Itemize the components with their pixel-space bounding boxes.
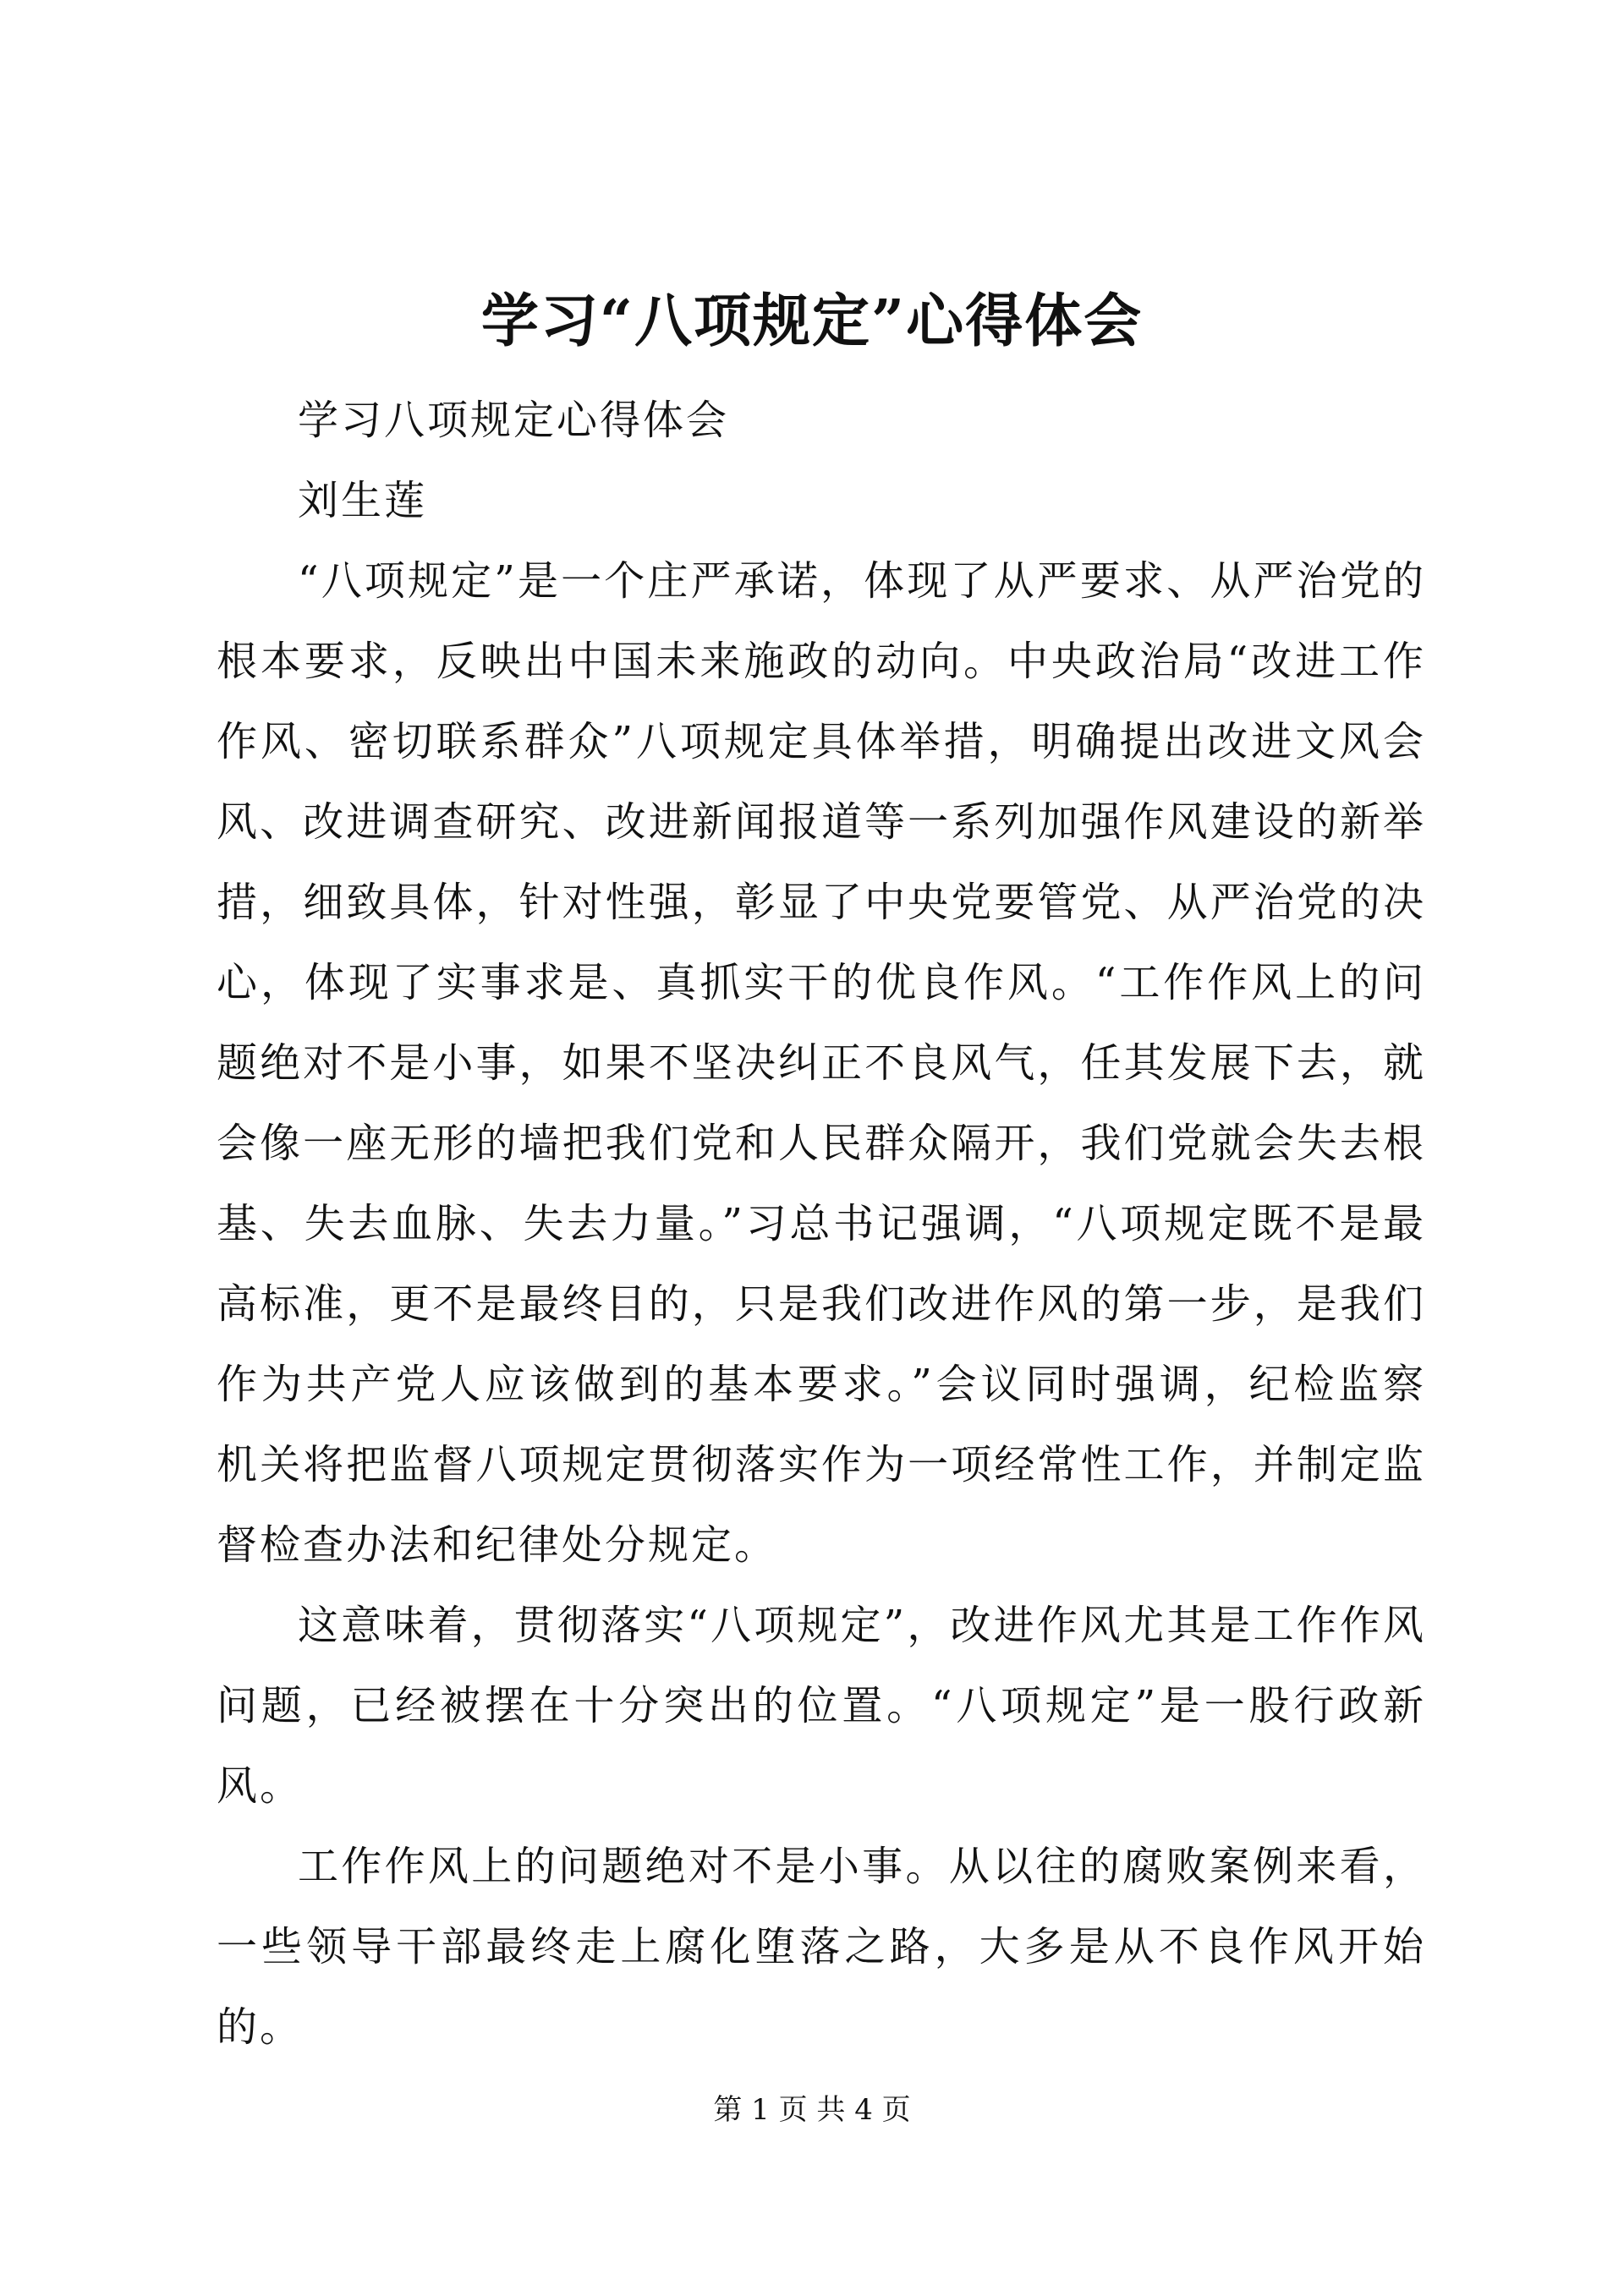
page-number-footer: 第 1 页 共 4 页 (713, 2093, 911, 2127)
paragraph-2: 这意味着，贯彻落实“八项规定”，改进作风尤其是工作作风问题，已经被摆在十分突出的位置。“八项规定”是一股行政新风。 (217, 1602, 1426, 1810)
document-body (217, 381, 1426, 2068)
subtitle-line: 学习八项规定心得体会 (298, 397, 730, 444)
document-title: 学习“八项规定”心得体会 (480, 288, 1144, 355)
author-line: 刘生莲 (298, 477, 428, 524)
paragraph-3: 工作作风上的问题绝对不是小事。从以往的腐败案例来看，一些领导干部最终走上腐化堕落之路，大多是从不良作风开始的。 (217, 1843, 1426, 2051)
paragraph-1: “八项规定”是一个庄严承诺，体现了从严要求、从严治党的根本要求，反映出中国未来施政的动向。中央政治局“改进工作作风、密切联系群众”八项规定具体举措，明确提出改进文风会风、改进调查研究、改进新闻报道等一系列加强作风建设的新举措，细致具体，针对性强，彰显了中央党要管党、从严治党的决心，体现了实事求是、真抓实干的优良作风。“工作作风上的问题绝对不是小事，如果不坚决纠正不良风气，任其发展下去，就会像一座无形的墙把我们党和人民群众隔开，我们党就会失去根基、失去血脉、失去力量。”习总书记强调，“八项规定既不是最高标准，更不是最终目的，只是我们改进作风的第一步，是我们作为共产党人应该做到的基本要求。”会议同时强调，纪检监察机关将把监督八项规定贯彻落实作为一项经常性工作，并制定监督检查办法和纪律处分规定。 (217, 557, 1426, 1569)
